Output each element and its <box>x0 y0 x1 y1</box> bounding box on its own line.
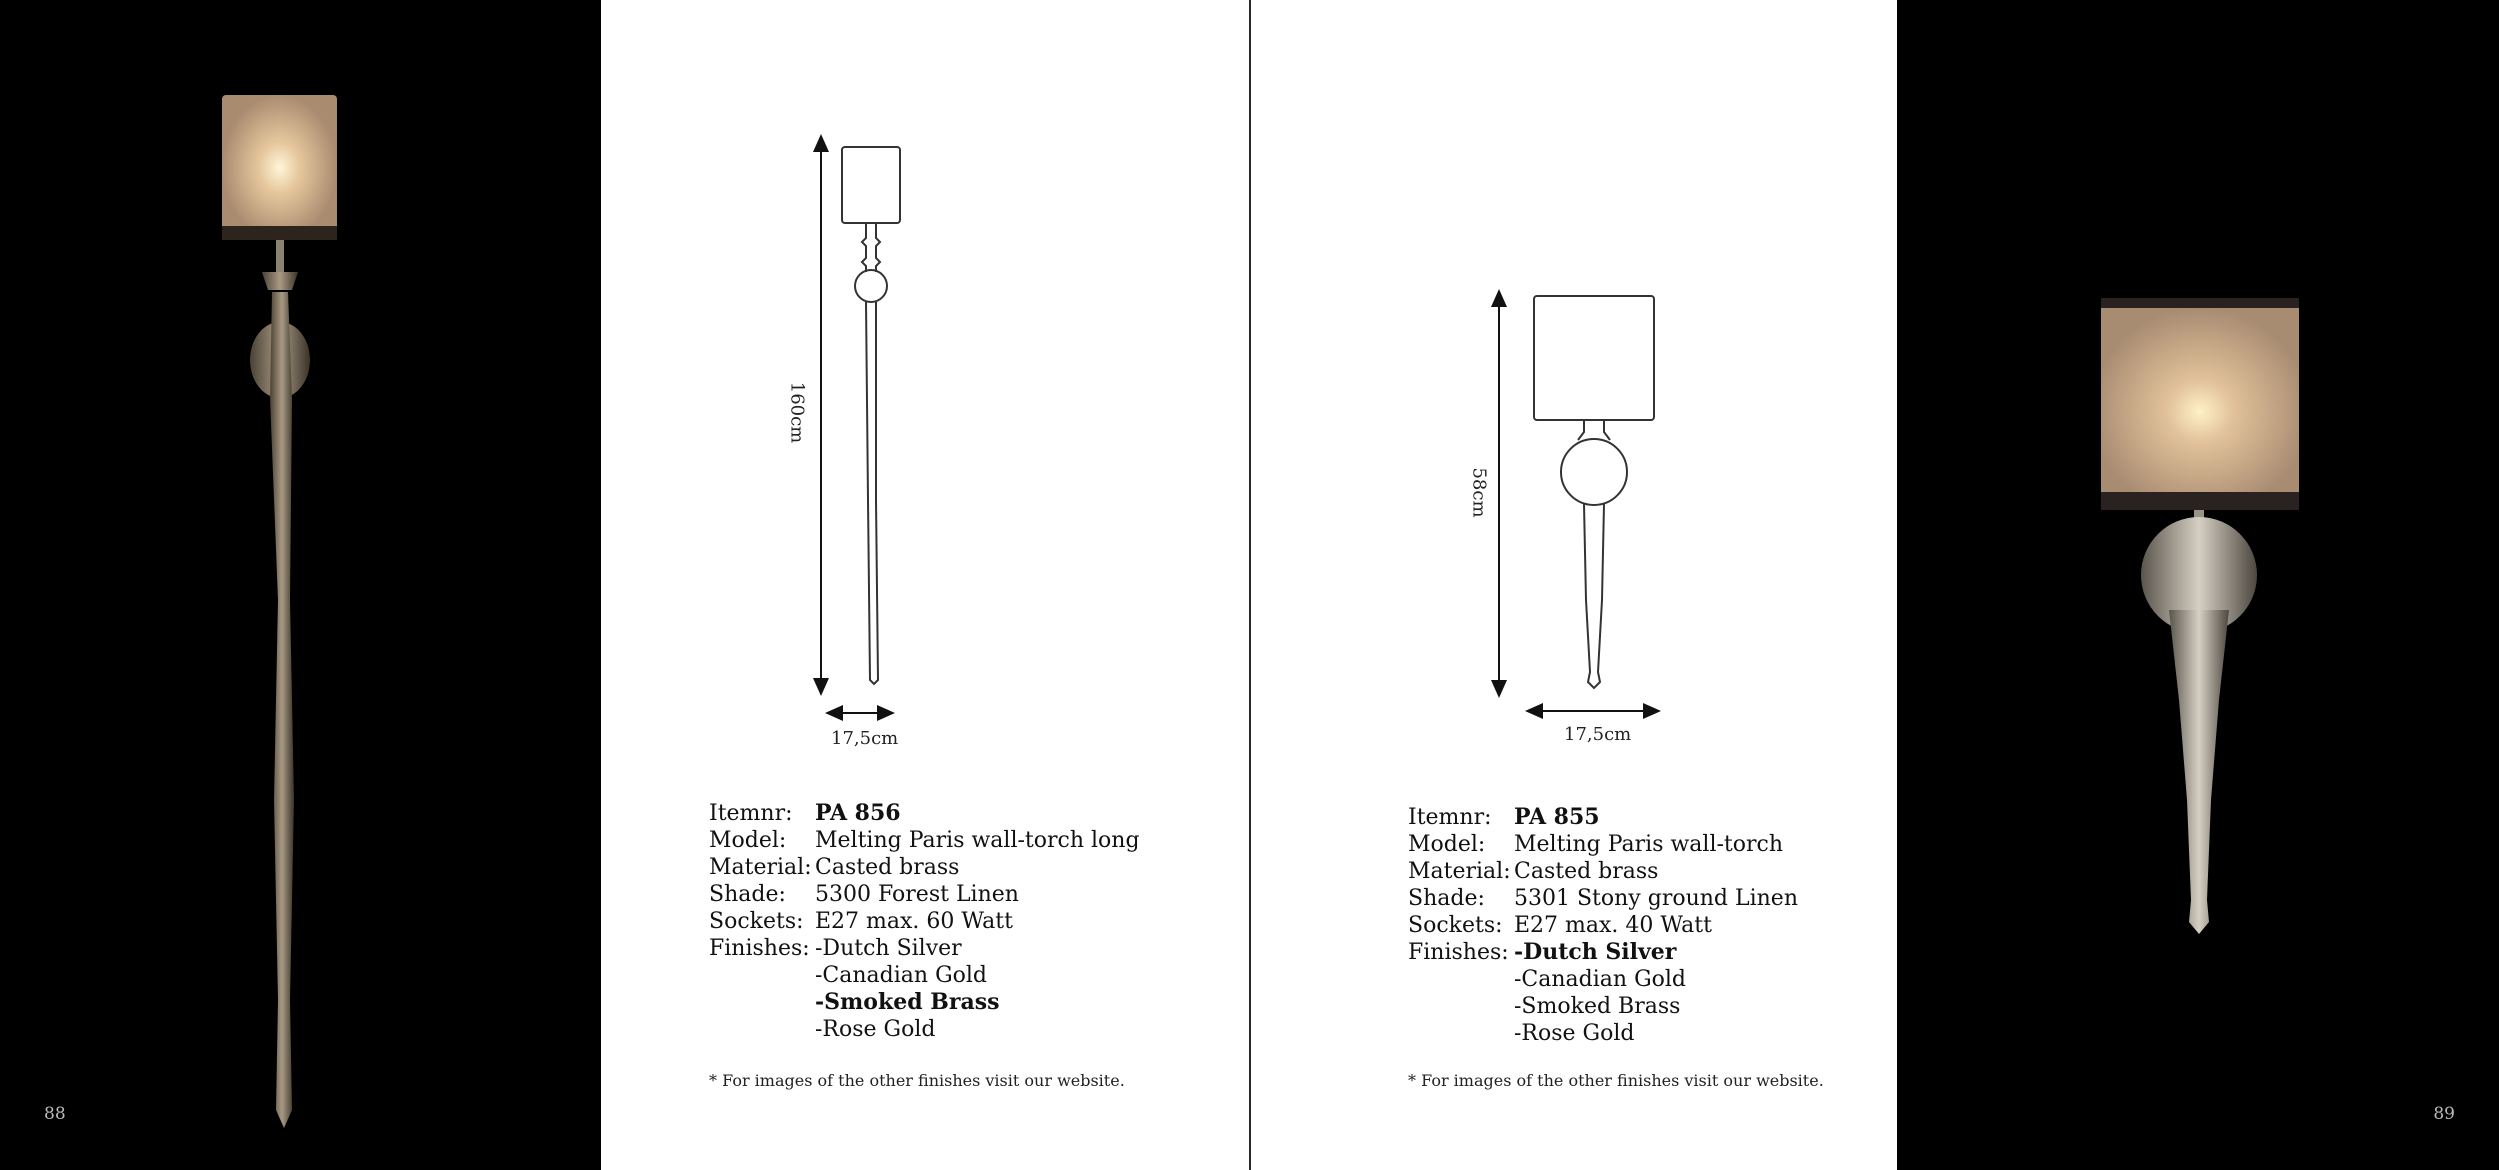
spec-label: Shade: <box>1408 886 1485 911</box>
website-note-pa855: * For images of the other finishes visit our website. <box>1408 1071 1824 1090</box>
finish-item: -Dutch Silver <box>815 936 962 961</box>
finishes-list <box>1514 939 1686 1047</box>
material-value: Casted brass <box>815 855 960 880</box>
spec-row-material <box>709 854 1140 881</box>
finish-item: -Smoked Brass <box>1514 994 1681 1019</box>
torch-stem <box>2169 610 2229 934</box>
spec-label: Sockets: <box>709 909 804 934</box>
finishes-list <box>815 935 999 1043</box>
right-product-photo <box>1897 0 2499 1170</box>
finish-item: -Rose Gold <box>1514 1021 1635 1046</box>
spec-row-model <box>1408 831 1798 858</box>
sockets-value: E27 max. 60 Watt <box>815 909 1013 934</box>
material-value: Casted brass <box>1514 859 1659 884</box>
finish-item: -Canadian Gold <box>1514 967 1687 992</box>
width-label-pa856: 17,5cm <box>831 728 899 749</box>
spec-row-finishes <box>1408 939 1798 1047</box>
spec-row-itemnr <box>709 800 1140 827</box>
spec-label: Sockets: <box>1408 913 1503 938</box>
spec-label: Material: <box>709 855 812 880</box>
finish-item-highlighted: -Smoked Brass <box>815 989 1000 1015</box>
item-number: PA 856 <box>815 800 901 826</box>
spec-label: Itemnr: <box>1408 805 1492 830</box>
spec-label: Finishes: <box>1408 940 1509 965</box>
wall-torch-photo <box>1897 0 2499 1170</box>
spec-label: Model: <box>1408 832 1486 857</box>
spec-row-model <box>709 827 1140 854</box>
spec-row-sockets <box>709 908 1140 935</box>
shade-value: 5300 Forest Linen <box>815 882 1019 907</box>
model-value: Melting Paris wall-torch long <box>815 828 1140 853</box>
spec-row-material <box>1408 858 1798 885</box>
spec-row-shade <box>709 881 1140 908</box>
spec-label: Model: <box>709 828 787 853</box>
wall-torch-long-photo <box>0 0 601 1170</box>
page-number-left: 88 <box>44 1104 66 1124</box>
page-gutter <box>1249 0 1251 1170</box>
sockets-value: E27 max. 40 Watt <box>1514 913 1712 938</box>
spec-label: Itemnr: <box>709 801 793 826</box>
width-label-pa855: 17,5cm <box>1564 724 1632 745</box>
spec-table-pa856 <box>709 800 1140 1043</box>
finish-item: -Rose Gold <box>815 1017 936 1042</box>
shade-value: 5301 Stony ground Linen <box>1514 886 1798 911</box>
lamp-shade <box>2101 308 2299 496</box>
spec-row-shade <box>1408 885 1798 912</box>
spec-table-pa855 <box>1408 804 1798 1047</box>
website-note-pa856: * For images of the other finishes visit our website. <box>709 1071 1125 1090</box>
spec-row-finishes <box>709 935 1140 1043</box>
height-label-pa855: 58cm <box>1468 467 1490 518</box>
model-value: Melting Paris wall-torch <box>1514 832 1784 857</box>
spec-row-itemnr <box>1408 804 1798 831</box>
torch-stem <box>270 292 294 1128</box>
spec-label: Shade: <box>709 882 786 907</box>
page-number-right: 89 <box>2433 1104 2455 1124</box>
lamp-shade <box>222 95 337 240</box>
spec-label: Material: <box>1408 859 1511 884</box>
finish-item-highlighted: -Dutch Silver <box>1514 939 1677 965</box>
height-label-pa856: 160cm <box>786 381 808 444</box>
left-product-photo <box>0 0 601 1170</box>
spec-label: Finishes: <box>709 936 810 961</box>
drawing-pa855 <box>1499 296 1654 711</box>
spec-row-sockets <box>1408 912 1798 939</box>
finish-item: -Canadian Gold <box>815 963 988 988</box>
item-number: PA 855 <box>1514 804 1600 830</box>
